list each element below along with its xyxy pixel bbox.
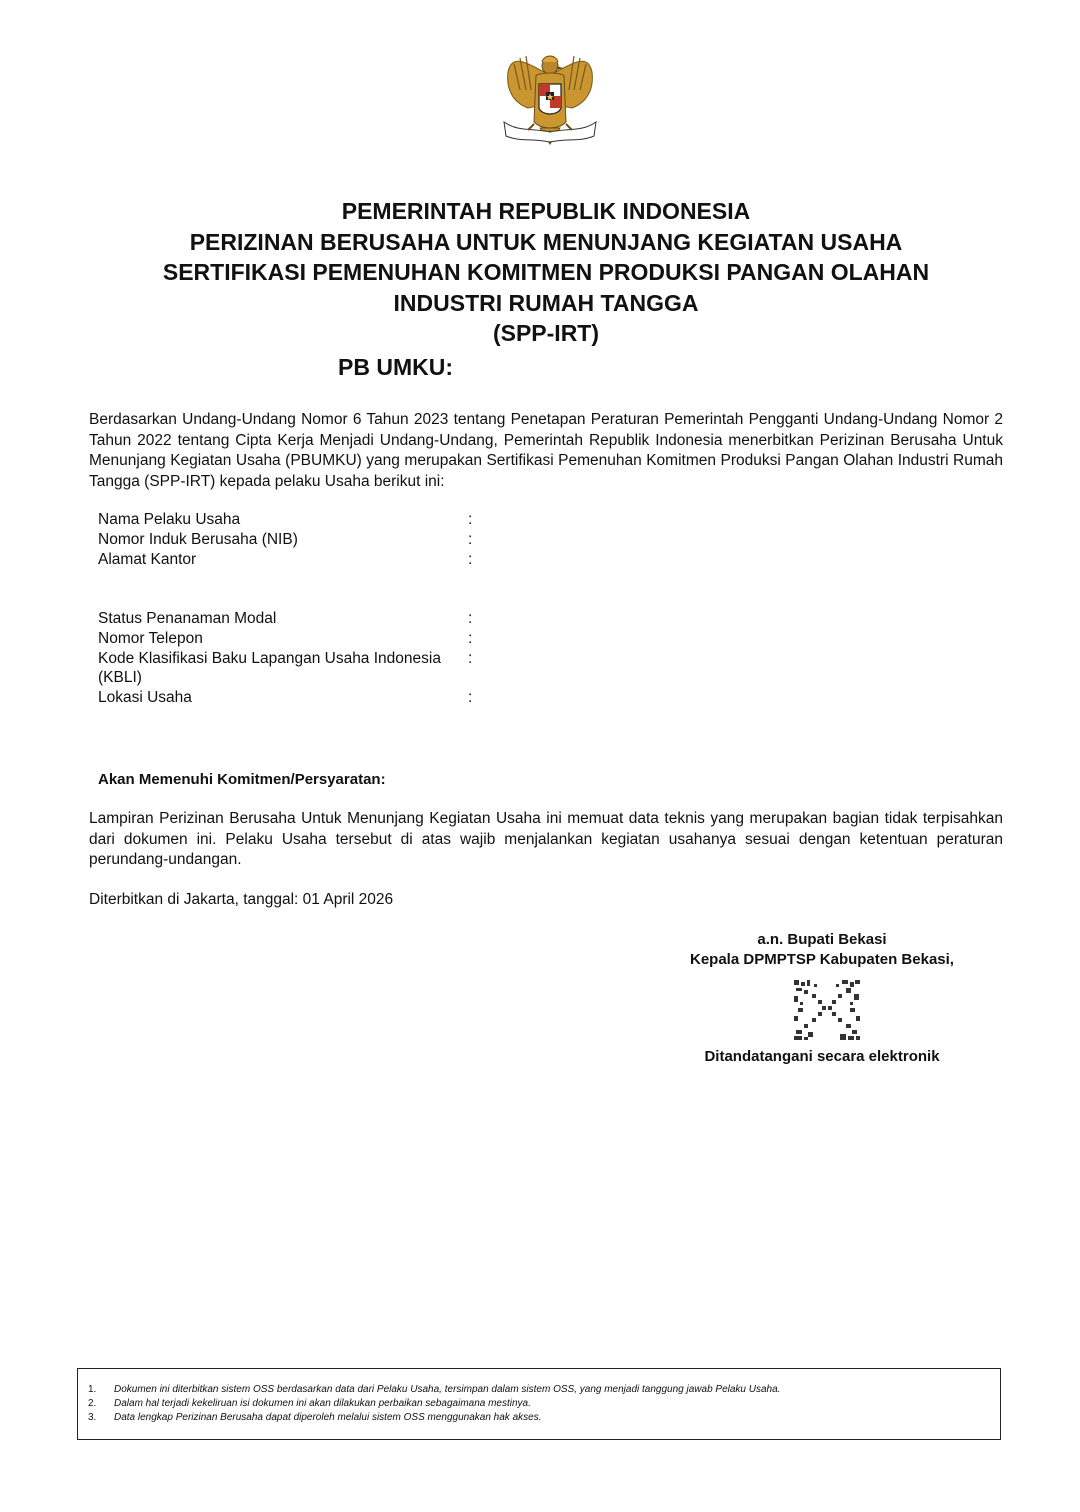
field-row (98, 668, 478, 688)
footnote-item (88, 1411, 1000, 1425)
footnote-item (88, 1397, 1000, 1411)
heading-line-5: (SPP-IRT) (492, 320, 600, 346)
footnotes-box (77, 1368, 1001, 1440)
closing-paragraph: Lampiran Perizinan Berusaha Untuk Menunjang Kegiatan Usaha ini memuat data teknis yang merupakan bagian tidak terpisahkan dari dokumen ini. Pelaku Usaha tersebut di atas wajib menjalankan kegiatan usahanya sesuai dengan ketentuan peraturan perundang-undangan. (89, 810, 1003, 868)
field-colon: : (468, 609, 473, 627)
field-label-nib: Nomor Induk Berusaha (NIB) (98, 530, 298, 548)
field-label-lokasi: Lokasi Usaha (98, 689, 192, 707)
field-row (98, 530, 478, 550)
issued-date: Diterbitkan di Jakarta, tanggal: 01 April 2026 (89, 891, 394, 908)
document-heading (0, 196, 1080, 349)
field-colon: : (468, 530, 473, 548)
heading-line-3: SERTIFIKASI PEMENUHAN KOMITMEN PRODUKSI PANGAN OLAHAN (162, 259, 930, 285)
field-label-alamat: Alamat Kantor (98, 550, 197, 568)
footnote-text: Dokumen ini diterbitkan sistem OSS berdasarkan data dari Pelaku Usaha, tersimpan dalam sistem OSS, yang menjadi tanggung jawab Pelaku Usaha. (114, 1384, 781, 1395)
field-colon: : (468, 629, 473, 647)
signature-line-2: Kepala DPMPTSP Kabupaten Bekasi, (690, 951, 954, 968)
field-row (98, 688, 478, 708)
field-label-nama: Nama Pelaku Usaha (98, 511, 241, 528)
field-colon: : (468, 649, 473, 667)
intro-paragraph: Berdasarkan Undang-Undang Nomor 6 Tahun 2023 tentang Penetapan Peraturan Pemerintah Pengganti Undang-Undang Nomor 2 Tahun 2022 tentang Cipta Kerja Menjadi Undang-Undang, Pemerintah Republik Indonesia menerbitkan Perizinan Berusaha Untuk Menunjang Kegiatan Usaha (PBUMKU) yang merupakan Sertifikasi Pemenuhan Komitmen Produksi Pangan Olahan Industri Rumah Tangga (SPP-IRT) kepada pelaku Usaha berikut ini: (89, 411, 1003, 490)
signature-line-1: a.n. Bupati Bekasi (757, 931, 887, 948)
qr-code-icon (792, 978, 862, 1042)
field-colon: : (468, 689, 473, 707)
field-spacer (98, 569, 478, 609)
garuda-emblem-icon (498, 44, 602, 152)
field-row (98, 649, 478, 669)
field-row (98, 550, 478, 570)
field-label-telepon: Nomor Telepon (98, 629, 203, 647)
footnote-item (88, 1383, 1000, 1397)
field-label-kbli: Kode Klasifikasi Baku Lapangan Usaha Indonesia (98, 649, 441, 667)
business-fields (98, 510, 478, 708)
heading-line-2: PERIZINAN BERUSAHA UNTUK MENUNJANG KEGIATAN USAHA (189, 228, 903, 255)
footnote-number: 3. (88, 1412, 97, 1423)
heading-line-4: INDUSTRI RUMAH TANGGA (393, 289, 699, 316)
field-colon: : (468, 511, 473, 528)
field-row (98, 609, 478, 629)
electronic-signature-note: Ditandatangani secara elektronik (704, 1048, 940, 1065)
field-label-kbli-abbrev: (KBLI) (98, 669, 142, 687)
field-label-status: Status Penanaman Modal (98, 609, 277, 627)
footnote-number: 2. (88, 1398, 97, 1409)
heading-line-1: PEMERINTAH REPUBLIK INDONESIA (341, 198, 751, 224)
footnote-number: 1. (88, 1384, 97, 1395)
pb-umku-label: PB UMKU: (338, 354, 453, 380)
field-row (98, 510, 478, 530)
footnote-text: Dalam hal terjadi kekeliruan isi dokumen ini akan dilakukan perbaikan sebagaimana mestinya. (114, 1398, 531, 1409)
field-row (98, 629, 478, 649)
field-colon: : (468, 550, 473, 568)
footnote-text: Data lengkap Perizinan Berusaha dapat diperoleh melalui sistem OSS menggunakan hak akses. (114, 1412, 542, 1423)
commitment-heading: Akan Memenuhi Komitmen/Persyaratan: (98, 771, 386, 788)
